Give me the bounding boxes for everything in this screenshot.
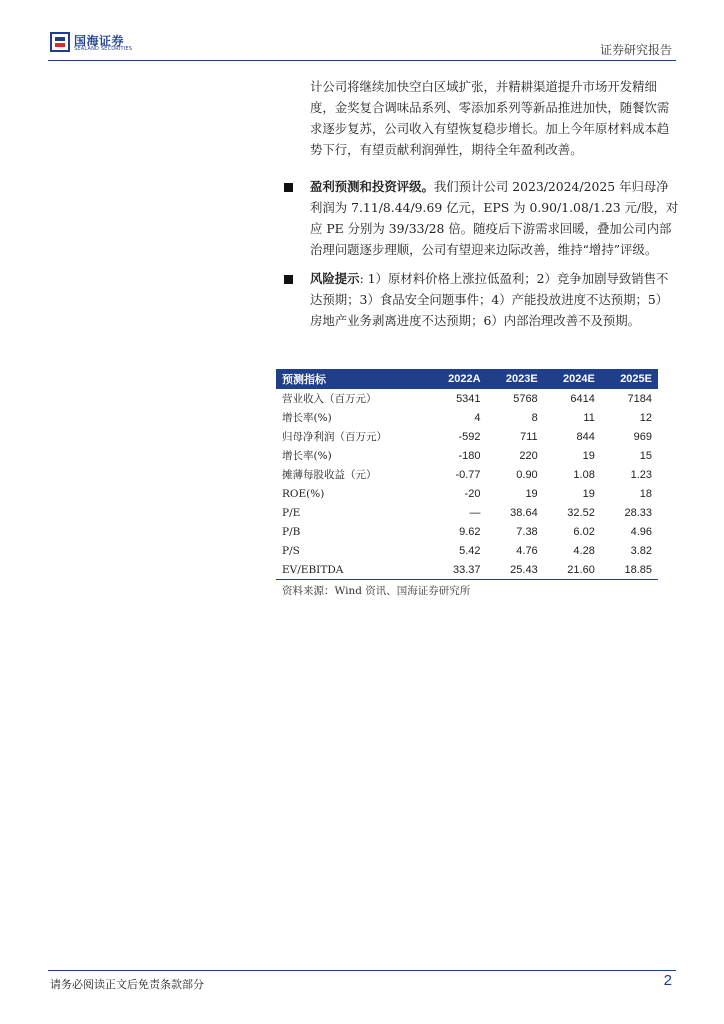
table-header-cell: 2022A bbox=[429, 369, 487, 389]
company-logo bbox=[50, 30, 160, 56]
paragraph-risk-title: 风险提示 bbox=[310, 271, 360, 286]
table-cell: 19 bbox=[582, 487, 595, 500]
table-row bbox=[276, 446, 658, 465]
paragraph-forecast-title: 盈利预测和投资评级。 bbox=[310, 179, 434, 194]
table-cell: 15 bbox=[639, 449, 652, 462]
table-cell: -20 bbox=[464, 487, 481, 500]
table-source-note: 资料来源：Wind 资讯、国海证券研究所 bbox=[282, 585, 471, 597]
table-cell: 18 bbox=[639, 487, 652, 500]
table-row bbox=[276, 503, 658, 522]
table-cell: 7.38 bbox=[516, 525, 538, 538]
table-cell: 5768 bbox=[513, 392, 538, 405]
table-cell: 25.43 bbox=[487, 560, 544, 580]
table-row bbox=[276, 484, 658, 503]
table-cell: 0.90 bbox=[516, 468, 538, 481]
table-row-label: 增长率(%) bbox=[282, 450, 332, 462]
table-row bbox=[276, 427, 658, 446]
table-cell: 4.28 bbox=[573, 544, 595, 557]
table-cell: 220 bbox=[519, 449, 538, 462]
footer-divider bbox=[48, 970, 676, 971]
table-cell: 32.52 bbox=[567, 506, 595, 519]
table-header-cell: 预测指标 bbox=[276, 369, 429, 389]
table-row-label: P/E bbox=[282, 506, 301, 519]
table-row-label: 摊薄每股收益（元） bbox=[282, 469, 377, 481]
table-row-label: P/S bbox=[282, 544, 300, 557]
table-row bbox=[276, 541, 658, 560]
page-header bbox=[48, 30, 676, 61]
table-row-label: EV/EBITDA bbox=[276, 560, 429, 580]
table-cell: 19 bbox=[582, 449, 595, 462]
table-row-label: 增长率(%) bbox=[282, 412, 332, 424]
table-cell: 844 bbox=[576, 430, 595, 443]
table-cell: 1.08 bbox=[573, 468, 595, 481]
table-cell: -180 bbox=[458, 449, 481, 462]
table-header-cell: 2024E bbox=[544, 369, 601, 389]
table-cell: 9.62 bbox=[459, 525, 481, 538]
table-row-label: ROE(%) bbox=[282, 487, 325, 500]
table-header-cell: 2025E bbox=[601, 369, 658, 389]
report-type-label: 证券研究报告 bbox=[599, 43, 672, 57]
paragraph-risk-body: : 1）原材料价格上涨拉低盈利；2）竞争加剧导致销售不达预期；3）食品安全问题事件；4）产能投放进度不达预期；5）房地产业务剥离进度不达预期；6）内部治理改善不及预期。 bbox=[310, 271, 669, 328]
bullet-square-icon bbox=[284, 183, 293, 192]
table-cell: 3.82 bbox=[630, 544, 652, 557]
bullet-square-icon bbox=[284, 275, 293, 284]
logo-text-en: SEALAND SECURITIES bbox=[74, 46, 133, 52]
table-cell: 6414 bbox=[570, 392, 595, 405]
table-cell: 5341 bbox=[456, 392, 481, 405]
table-cell: 4 bbox=[474, 411, 481, 424]
paragraph-forecast-body: 我们预计公司 2023/2024/2025 年归母净利润为 7.11/8.44/9.69 亿元，EPS 为 0.90/1.08/1.23 元/股，对应 PE 分别为 39/33/28 倍。随疫后下游需求回暖，叠加公司内部治理问题逐步理顺，公司有望迎来边际改善，维持“增持”评级。 bbox=[310, 179, 679, 257]
table-cell: 28.33 bbox=[624, 506, 652, 519]
table-row bbox=[276, 408, 658, 427]
table-row-label: P/B bbox=[282, 525, 301, 538]
table-cell: 5.42 bbox=[459, 544, 481, 557]
table-row bbox=[276, 465, 658, 484]
table-cell: 8 bbox=[531, 411, 538, 424]
table-row bbox=[276, 560, 658, 580]
table-header-row bbox=[276, 369, 658, 389]
table-row bbox=[276, 389, 658, 408]
logo-mark-icon bbox=[50, 32, 70, 52]
table-cell: 38.64 bbox=[510, 506, 538, 519]
table-cell: 12 bbox=[639, 411, 652, 424]
table-cell: 4.76 bbox=[516, 544, 538, 557]
page-number: 2 bbox=[663, 972, 672, 989]
table-cell: 19 bbox=[525, 487, 538, 500]
table-cell: 711 bbox=[520, 430, 538, 443]
table-header-cell: 2023E bbox=[487, 369, 544, 389]
table-cell: 21.60 bbox=[544, 560, 601, 580]
table-row bbox=[276, 522, 658, 541]
table-cell: 11 bbox=[583, 411, 595, 424]
table-cell: 33.37 bbox=[429, 560, 487, 580]
table-cell: 1.23 bbox=[630, 468, 652, 481]
forecast-table bbox=[276, 369, 658, 580]
table-row-label: 归母净利润（百万元） bbox=[282, 431, 387, 443]
table-cell: 4.96 bbox=[630, 525, 652, 538]
table-cell: 7184 bbox=[627, 392, 652, 405]
table-cell: — bbox=[469, 506, 481, 519]
table-cell: -0.77 bbox=[455, 468, 481, 481]
table-cell: 6.02 bbox=[573, 525, 595, 538]
table-row-label: 营业收入（百万元） bbox=[282, 393, 377, 405]
paragraph-outlook: 计公司将继续加快空白区域扩张，并精耕渠道提升市场开发精细度，金奖复合调味品系列、零添加系列等新品推进加快，随餐饮需求逐步复苏，公司收入有望恢复稳步增长。加上今年原材料成本趋势下行，有望贡献利润弹性，期待全年盈利改善。 bbox=[310, 79, 670, 157]
paragraph-risk bbox=[310, 268, 680, 331]
table-cell: -592 bbox=[458, 430, 481, 443]
paragraph-forecast bbox=[310, 176, 680, 260]
table-cell: 969 bbox=[633, 430, 652, 443]
footer-disclaimer: 请务必阅读正文后免责条款部分 bbox=[50, 978, 204, 991]
table-cell: 18.85 bbox=[601, 560, 658, 580]
logo-text-cn: 国海证券 bbox=[74, 34, 125, 48]
